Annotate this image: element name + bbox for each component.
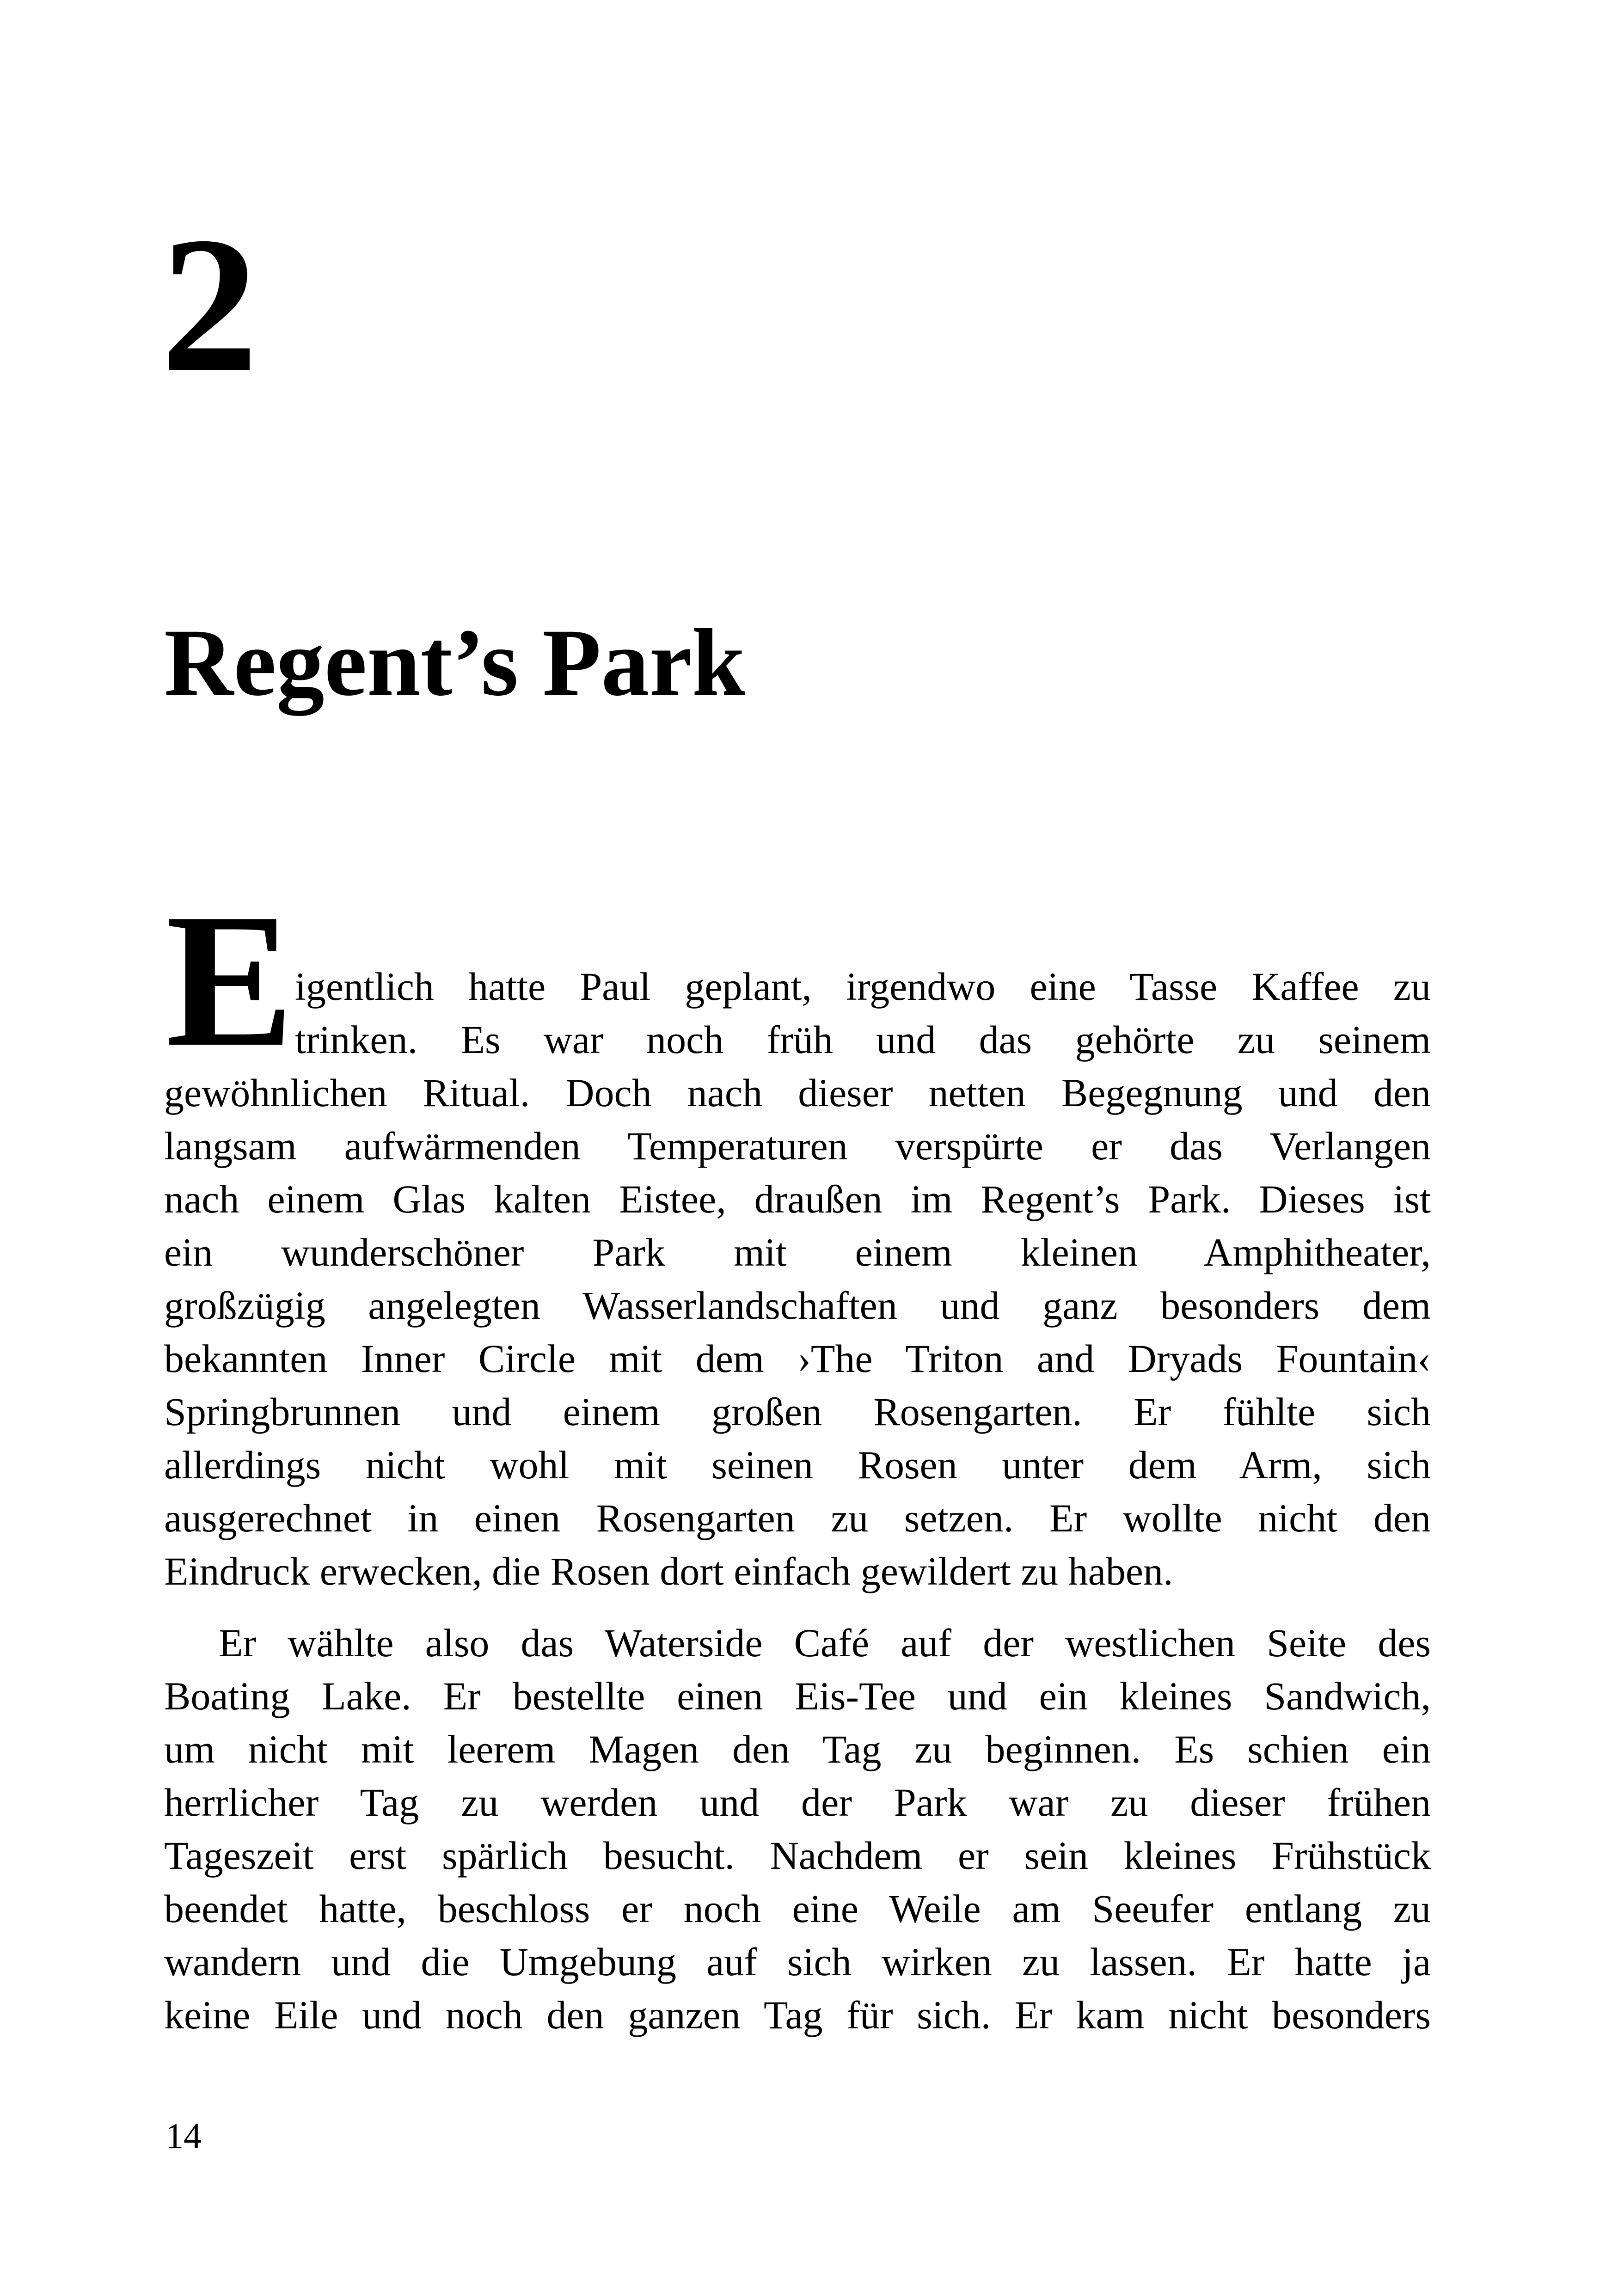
body-line: keine Eile und noch den ganzen Tag für sich. Er kam nicht besonders bbox=[164, 1993, 1431, 2037]
body-line: großzügig angelegten Wasserlandschaften und ganz besonders dem bbox=[164, 1283, 1431, 1328]
chapter-number: 2 bbox=[161, 197, 258, 412]
page-number: 14 bbox=[165, 2116, 202, 2156]
body-line: bekannten Inner Circle mit dem ›The Triton and Dryads Fountain‹ bbox=[164, 1336, 1431, 1381]
body-line: beendet hatte, beschloss er noch eine Weile am Seeufer entlang zu bbox=[164, 1886, 1431, 1931]
body-line: gewöhnlichen Ritual. Doch nach dieser netten Begegnung und den bbox=[164, 1071, 1431, 1115]
body-line: Eindruck erwecken, die Rosen dort einfach gewildert zu haben. bbox=[164, 1549, 1173, 1593]
body-line: Tageszeit erst spärlich besucht. Nachdem er sein kleines Frühstück bbox=[164, 1833, 1431, 1878]
body-line: allerdings nicht wohl mit seinen Rosen unter dem Arm, sich bbox=[164, 1443, 1431, 1487]
chapter-title: Regent’s Park bbox=[164, 609, 746, 716]
paragraph-1 bbox=[164, 874, 1431, 1598]
drop-cap-letter: E bbox=[166, 874, 294, 1086]
paragraph-2 bbox=[164, 1616, 1431, 2042]
body-line: Boating Lake. Er bestellte einen Eis-Tee und ein kleines Sandwich, bbox=[164, 1674, 1431, 1718]
body-line: ein wunderschöner Park mit einem kleinen Amphitheater, bbox=[164, 1230, 1431, 1274]
body-line: langsam aufwärmenden Temperaturen verspürte er das Verlangen bbox=[164, 1124, 1431, 1168]
body-line: trinken. Es war noch früh und das gehörte zu seinem bbox=[295, 1017, 1431, 1062]
body-line: Er wählte also das Waterside Café auf der westlichen Seite des bbox=[219, 1621, 1431, 1665]
body-line: nach einem Glas kalten Eistee, draußen im Regent’s Park. Dieses ist bbox=[164, 1177, 1431, 1221]
body-text bbox=[164, 874, 1431, 2042]
body-line: ausgerechnet in einen Rosengarten zu setzen. Er wollte nicht den bbox=[164, 1496, 1431, 1540]
body-line: Springbrunnen und einem großen Rosengarten. Er fühlte sich bbox=[164, 1390, 1431, 1434]
body-line: herrlicher Tag zu werden und der Park war zu dieser frühen bbox=[164, 1780, 1431, 1825]
body-line: igentlich hatte Paul geplant, irgendwo eine Tasse Kaffee zu bbox=[295, 964, 1431, 1009]
body-line: um nicht mit leerem Magen den Tag zu beginnen. Es schien ein bbox=[164, 1727, 1431, 1771]
body-line: wandern und die Umgebung auf sich wirken zu lassen. Er hatte ja bbox=[164, 1940, 1431, 1984]
